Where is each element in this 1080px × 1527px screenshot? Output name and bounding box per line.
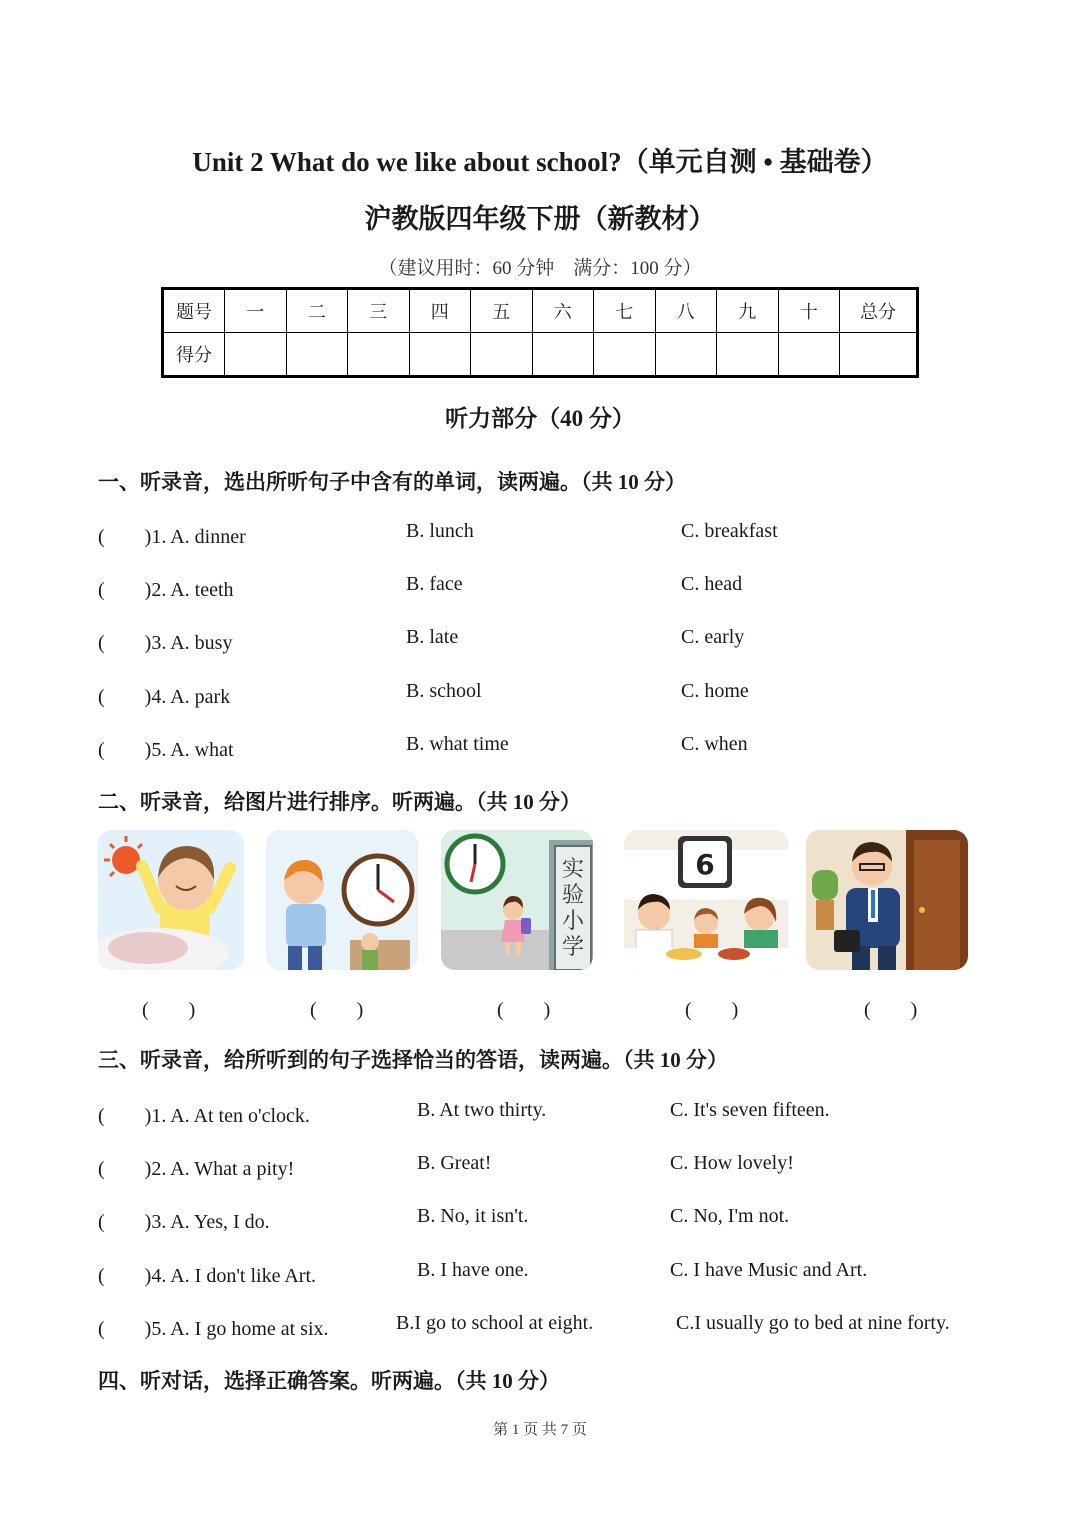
waking-up-picture (98, 830, 244, 970)
section-heading-1: 一、听录音，选出所听句子中含有的单词，读两遍。（共 10 分） (98, 470, 686, 494)
man-coming-home-picture (806, 830, 968, 970)
exam-note: （建议用时：60 分钟 满分：100 分） (378, 258, 702, 279)
section-heading-4: 四、听对话，选择正确答案。听两遍。（共 10 分） (98, 1369, 560, 1393)
question-stem: ( )5. A. what (98, 739, 234, 761)
clock-digit: 6 (695, 848, 715, 881)
score-cell[interactable] (594, 333, 656, 377)
option-b: B.I go to school at eight. (396, 1312, 594, 1334)
score-table-header-row (163, 289, 918, 333)
option-c: C. It's seven fifteen. (670, 1099, 830, 1121)
answer-blank[interactable]: ( ) (497, 999, 551, 1021)
school-sign-char: 实 (561, 857, 585, 882)
answer-blank[interactable]: ( ) (310, 999, 364, 1021)
question-stem: ( )4. A. park (98, 686, 231, 708)
table-cell: 七 (594, 289, 656, 333)
table-cell: 五 (471, 289, 533, 333)
option-b: B. late (406, 626, 459, 648)
option-b: B. No, it isn't. (417, 1205, 529, 1227)
score-cell[interactable] (840, 333, 918, 377)
score-cell[interactable] (778, 333, 840, 377)
score-cell[interactable] (471, 333, 533, 377)
question-stem: ( )2. A. What a pity! (98, 1158, 295, 1180)
score-cell[interactable] (655, 333, 717, 377)
school-sign-char: 学 (561, 935, 585, 960)
question-stem: ( )1. A. dinner (98, 526, 246, 548)
girl-at-school-gate-picture (441, 830, 593, 970)
table-cell: 八 (655, 289, 717, 333)
option-b: B. Great! (417, 1152, 492, 1174)
question-stem: ( )4. A. I don't like Art. (98, 1265, 317, 1287)
option-c: C. head (681, 573, 743, 595)
table-cell: 十 (778, 289, 840, 333)
question-stem: ( )3. A. Yes, I do. (98, 1211, 270, 1233)
option-b: B. face (406, 573, 463, 595)
option-b: B. lunch (406, 520, 474, 542)
score-cell[interactable] (717, 333, 779, 377)
section-heading-3: 三、听录音，给所听到的句子选择恰当的答语，读两遍。（共 10 分） (98, 1048, 728, 1072)
table-cell: 总分 (840, 289, 918, 333)
table-cell: 三 (348, 289, 410, 333)
question-stem: ( )1. A. At ten o'clock. (98, 1105, 310, 1127)
question-stem: ( )5. A. I go home at six. (98, 1318, 329, 1340)
section-heading-2: 二、听录音，给图片进行排序。听两遍。（共 10 分） (98, 790, 581, 814)
option-c: C. No, I'm not. (670, 1205, 790, 1227)
option-b: B. I have one. (417, 1259, 529, 1281)
option-c: C.I usually go to bed at nine forty. (676, 1312, 950, 1334)
part-title: 听力部分（40 分） (445, 406, 635, 431)
table-cell: 题号 (163, 289, 225, 333)
score-cell[interactable] (532, 333, 594, 377)
page-subtitle: 沪教版四年级下册（新教材） (364, 204, 716, 234)
answer-blank[interactable]: ( ) (864, 999, 918, 1021)
table-cell: 得分 (163, 333, 225, 377)
page-footer: 第 1 页 共 7 页 (493, 1422, 587, 1438)
score-cell[interactable] (286, 333, 348, 377)
school-sign-char: 验 (561, 883, 585, 908)
boy-late-for-school-picture (266, 830, 418, 970)
school-sign-char: 小 (561, 909, 585, 934)
question-stem: ( )2. A. teeth (98, 579, 234, 601)
table-cell: 六 (532, 289, 594, 333)
option-c: C. early (681, 626, 745, 648)
option-b: B. school (406, 680, 482, 702)
score-table (161, 287, 919, 378)
page-title: Unit 2 What do we like about school?（单元自测 • 基础卷） (192, 147, 888, 177)
score-cell[interactable] (409, 333, 471, 377)
table-cell: 四 (409, 289, 471, 333)
table-cell: 二 (286, 289, 348, 333)
option-b: B. At two thirty. (417, 1099, 547, 1121)
family-dinner-picture (624, 830, 788, 970)
score-table-score-row (163, 333, 918, 377)
question-stem: ( )3. A. busy (98, 632, 233, 654)
option-c: C. when (681, 733, 748, 755)
option-c: C. How lovely! (670, 1152, 794, 1174)
answer-blank[interactable]: ( ) (142, 999, 196, 1021)
option-c: C. breakfast (681, 520, 778, 542)
option-b: B. what time (406, 733, 509, 755)
score-cell[interactable] (225, 333, 287, 377)
score-cell[interactable] (348, 333, 410, 377)
table-cell: 一 (225, 289, 287, 333)
answer-blank[interactable]: ( ) (685, 999, 739, 1021)
option-c: C. I have Music and Art. (670, 1259, 868, 1281)
table-cell: 九 (717, 289, 779, 333)
option-c: C. home (681, 680, 749, 702)
